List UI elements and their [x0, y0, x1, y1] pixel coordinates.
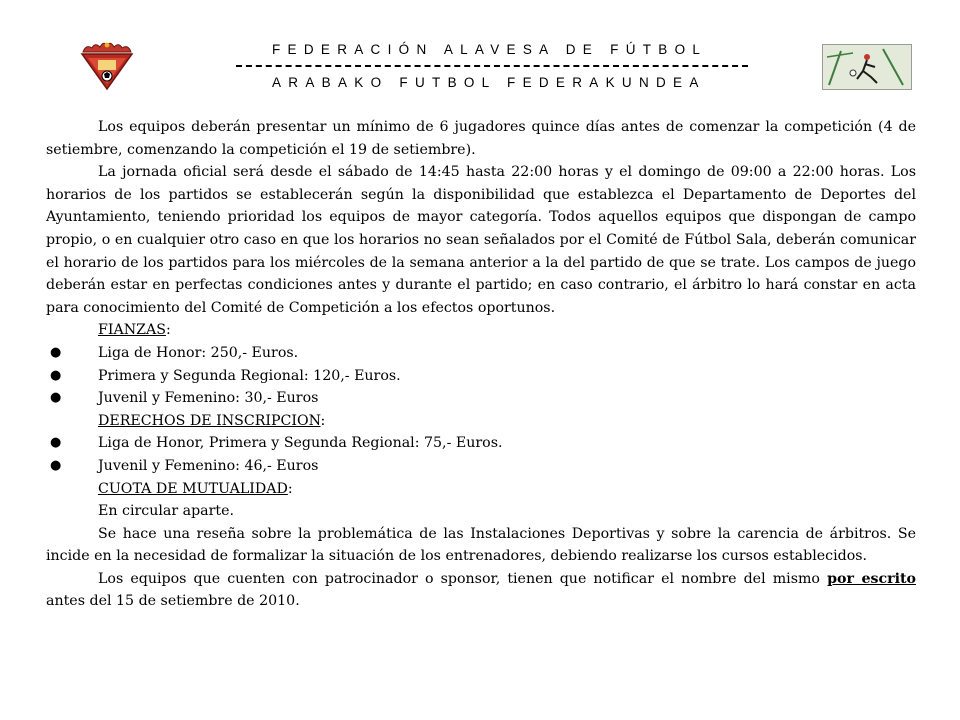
bullet-icon: ● [50, 457, 62, 473]
header-title-es: FEDERACIÓN ALAVESA DE FÚTBOL [272, 42, 708, 57]
cuota-heading: CUOTA DE MUTUALIDAD: [98, 480, 293, 497]
federation-crest-icon [78, 40, 136, 90]
header-title-eu: ARABAKO FUTBOL FEDERAKUNDEA [272, 75, 706, 90]
list-item: ● Juvenil y Femenino: 46,- Euros [46, 455, 916, 478]
list-item: ● Liga de Honor, Primera y Segunda Regional: 75,- Euros. [46, 432, 916, 455]
bullet-icon: ● [50, 390, 62, 406]
derechos-heading: DERECHOS DE INSCRIPCION: [98, 412, 326, 429]
bullet-icon: ● [50, 367, 62, 383]
paragraph-sponsor: Los equipos que cuenten con patrocinador o sponsor, tienen que notificar el nombre del mismo por escrito antes del 15 de setiembre de 2010. [46, 570, 916, 610]
bullet-icon: ● [50, 435, 62, 451]
document-body [46, 116, 916, 613]
list-item: ● Juvenil y Femenino: 30,- Euros [46, 387, 916, 410]
fianzas-heading: FIANZAS: [98, 322, 171, 339]
list-item: ● Primera y Segunda Regional: 120,- Euros. [46, 365, 916, 388]
football-player-logo-icon [822, 44, 912, 90]
header-divider [236, 65, 748, 67]
paragraph-facilities: Se hace una reseña sobre la problemática de las Instalaciones Deportivas y sobre la carencia de árbitros. Se incide en la necesidad de formalizar la situación de los entrenadores, debiendo realizarse los cursos establecidos. [46, 525, 916, 565]
document-header [0, 0, 960, 100]
paragraph-schedule: La jornada oficial será desde el sábado de 14:45 hasta 22:00 horas y el domingo de 09:00 a 22:00 horas. Los horarios de los partidos se establecerán según la disponibilidad que establezca el Departamento de Deportes del Ayuntamiento, teniendo prioridad los equipos de mayor categoría. Todos aquellos equipos que dispongan de campo propio, o en cualquier otro caso en que los horarios no sean señalados por el Comité de Fútbol Sala, deberán comunicar el horario de los partidos para los miércoles de la semana anterior a la del partido de que se trate. Los campos de juego deberán estar en perfectas condiciones antes y durante el partido; en caso contrario, el árbitro lo hará constar en acta para conocimiento del Comité de Competición a los efectos oportunos. [46, 164, 916, 316]
list-item: ● Liga de Honor: 250,- Euros. [46, 342, 916, 365]
emphasis-text: por escrito [827, 570, 916, 587]
cuota-text: En circular aparte. [98, 503, 235, 520]
bullet-icon: ● [50, 344, 62, 360]
paragraph-players: Los equipos deberán presentar un mínimo de 6 jugadores quince días antes de comenzar la competición (4 de setiembre, comenzando la competición el 19 de setiembre). [46, 119, 916, 158]
